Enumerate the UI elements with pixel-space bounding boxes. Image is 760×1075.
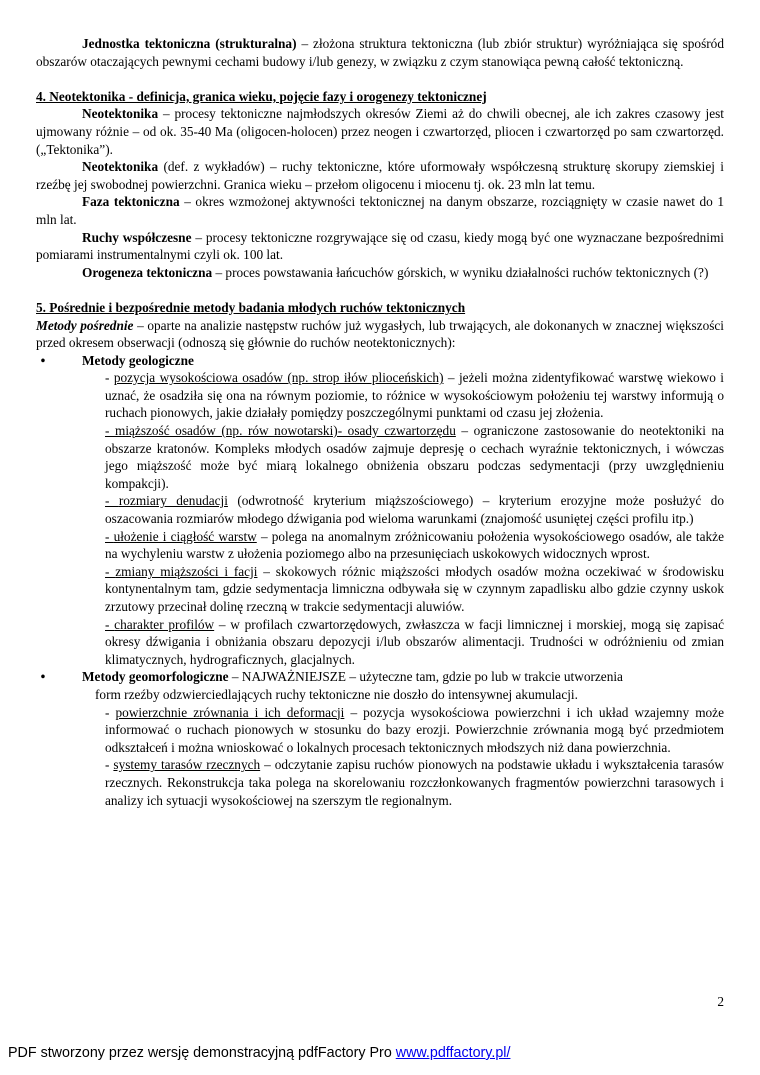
list-item: [105, 616, 724, 669]
spacer: [36, 281, 724, 299]
item-term: [105, 529, 257, 544]
definition-text: – okres wzmożonej aktywności tektonicznej na danym obszarze, rozciągnięty w czasie nawet do 1 mln lat.: [36, 194, 724, 227]
item-term: [105, 617, 214, 632]
item-text: – w profilach czwartorzędowych, zwłaszcza w facji limnicznej i morskiej, mogą się zapisać okresy dźwigania i obniżania obszaru depozycji i/lub obszarów alimentacji. Trudności w odróżnieniu od zmian klimatycznych, hydrograficznych, glacjalnych.: [105, 616, 724, 667]
item-term: pozycja wysokościowa osadów (np. strop iłów plioceńskich): [113, 370, 444, 386]
document-page: [36, 35, 724, 809]
definition-text: – procesy tektoniczne rozgrywające się od czasu, kiedy mogą być one wyznaczane bezpośrednimi pomiarami instrumentalnymi czyli ok. 100 lat.: [36, 229, 724, 263]
item-term-text: zmiany miąższości i facji: [115, 563, 258, 579]
item-text: – jeżeli można zidentyfikować warstwę wiekowo i uznać, że osadziła się ona na równym poziomie, to różnice w wysokościowym położeniu tej warstwy informują o ruchach pionowych, jakie działały pomiędzy poszczególnymi punktami od czasu jej złożenia.: [105, 370, 724, 421]
list-item: [105, 563, 724, 616]
list-item: [105, 756, 724, 809]
definition-neotektonika: [36, 105, 724, 158]
dash: -: [105, 528, 114, 544]
term: Metody pośrednie: [36, 317, 134, 333]
dash: -: [105, 493, 119, 509]
list-lead-continuation: form rzeźby odzwierciedlających ruchy tektoniczne nie doszło do intensywnej akumulacji.: [95, 686, 578, 702]
definition-text: (def. z wykładów) – ruchy tektoniczne, które uformowały współczesną strukturę skorupy ziemskiej i rzeźbę jej swobodnej powierzchni. Granica wieku – przełom oligocenu i miocenu tj. ok. 23 mln lat temu.: [36, 159, 724, 192]
list-item: [105, 492, 724, 527]
list-item: [105, 422, 724, 492]
section-4-heading: 4. Neotektonika - definicja, granica wieku, pojęcie fazy i orogenezy tektonicznej: [36, 88, 487, 104]
definition-text: – proces powstawania łańcuchów górskich, w wyniku działalności ruchów tektonicznych (?): [212, 264, 709, 280]
definition-text: – procesy tektoniczne najmłodszych okresów Ziemi aż do chwili obecnej, ale ich zakres czasowy jest ujmowany różnie – od ok. 35-40 Ma (oligocen-holocen) przez neogen i czwartorzęd, pliocen i czwartorzęd po sam czwartorzęd. („Tektonika”).: [36, 106, 724, 157]
footer-link[interactable]: www.pdffactory.pl/: [395, 1045, 511, 1061]
item-text: (odwrotność kryterium miąższościowego) – kryterium erozyjne może posłużyć do oszacowania rozmiarów młodego dźwigania pod wieloma warunkami (znajomość usuniętej części profilu itp.): [105, 493, 724, 527]
term: Jednostka tektoniczna (strukturalna): [82, 36, 297, 51]
bullet-geological: [36, 352, 724, 370]
list-title-line: [82, 668, 724, 686]
term: Faza tektoniczna: [82, 194, 180, 210]
intro-paragraph: [36, 35, 724, 70]
section-5-heading: 5. Pośrednie i bezpośrednie metody badania młodych ruchów tektonicznych: [36, 299, 466, 315]
item-text: – polega na anomalnym zróżnicowaniu położenia wysokościowego osadów, ale także na wychyleniu warstw z ułożenia poziomego albo na przesunięciach uskokowych widocznych wprost.: [105, 528, 724, 562]
list-item: [105, 528, 724, 563]
item-text: – skokowych różnic miąższości młodych osadów można oczekiwać w środowisku kontynentalnym tam, gdzie sedymentacja limniczna odbywała się w czynnym zapadlisku albo gdzie czynny uskok zrzutowy przecinał dolinę rzeczną w trakcie sedymentacji aluwiów.: [105, 563, 724, 614]
definition-ruchy: [36, 229, 724, 264]
term: Neotektonika: [82, 106, 159, 122]
page-number: 2: [717, 994, 724, 1009]
dash: -: [105, 563, 116, 579]
item-term: systemy tarasów rzecznych: [113, 757, 261, 773]
item-term-text: rozmiary denudacji: [118, 493, 228, 509]
list-title: Metody geomorfologiczne: [82, 669, 229, 685]
item-text: – ograniczone zastosowanie do neotektoniki na obszarze kratonów. Kompleks młodych osadów zajmuje depresję o cechach wyraźnie tektonicznych, i wówczas jego miąższość może być miarą lokalnego obniżenia obszaru podczas sedymentacji (przy uwzględnieniu kompakcji).: [105, 423, 724, 491]
list-item: [105, 704, 724, 757]
definition-text: – oparte na analizie następstw ruchów już wygasłych, lub trwających, ale dokonanych w znacznej większości przed okresem obserwacji (odnoszą się głównie do ruchów neotektonicznych):: [36, 317, 724, 351]
item-term: [105, 423, 456, 438]
bullet-icon: •: [40, 352, 46, 368]
item-term: powierzchnie zrównania i ich deformacji: [115, 704, 345, 720]
bullet-geomorphological: [36, 668, 724, 686]
pdf-footer: [8, 1045, 510, 1063]
spacer: [36, 70, 724, 88]
dash: -: [105, 370, 114, 386]
list-item: [105, 369, 724, 422]
definition-text: – złożona struktura tektoniczna (lub zbiór struktur) wyróżniająca się spośród obszarów otaczających pewnymi cechami budowy i/lub genezy, w związku z czym stanowiąca pewną całość tektoniczną.: [36, 36, 724, 69]
item-term-text: miąższość osadów (np. rów nowotarski)- osady czwartorzędu: [114, 423, 456, 439]
list-title: Metody geologiczne: [82, 352, 194, 368]
term: Orogeneza tektoniczna: [82, 264, 213, 280]
term: Neotektonika: [82, 159, 159, 175]
item-term-text: charakter profilów: [114, 616, 215, 632]
dash: -: [105, 616, 115, 632]
bullet-icon: •: [40, 669, 46, 685]
dash: -: [105, 423, 115, 439]
item-term-text: ułożenie i ciągłość warstw: [113, 528, 257, 544]
dash: -: [105, 704, 116, 720]
definition-faza: [36, 193, 724, 228]
list-lead-text: – NAJWAŻNIEJSZE – użyteczne tam, gdzie po lub w trakcie utworzenia: [228, 669, 623, 685]
item-term: [105, 564, 257, 579]
term: Ruchy współczesne: [82, 229, 192, 245]
footer-text: PDF stworzony przez wersję demonstracyjną pdfFactory Pro: [8, 1045, 396, 1061]
item-term: [105, 493, 228, 508]
item-text: – pozycja wysokościowa powierzchni i ich układ wzajemny może informować o ruchach pionowych w stosunku do bazy erozji. Powierzchnie zrównania mogą być przedmiotem odkształceń i można wnioskować o lokalnych procesach tektonicznych młodszych niż dana powierzchnia.: [105, 704, 724, 755]
definition-neotektonika-lecture: [36, 158, 724, 193]
item-text: – odczytanie zapisu ruchów pionowych na podstawie układu i wykształcenia tarasów rzecznych. Rekonstrukcja taka polega na skorelowaniu rozczłonkowanych fragmentów powierzchni tarasowych i analizy ich sytuacji wysokościowej na szerszym tle regionalnym.: [105, 757, 724, 808]
dash: -: [105, 757, 114, 773]
definition-orogeneza: [36, 264, 724, 282]
indirect-methods-paragraph: [36, 317, 724, 352]
